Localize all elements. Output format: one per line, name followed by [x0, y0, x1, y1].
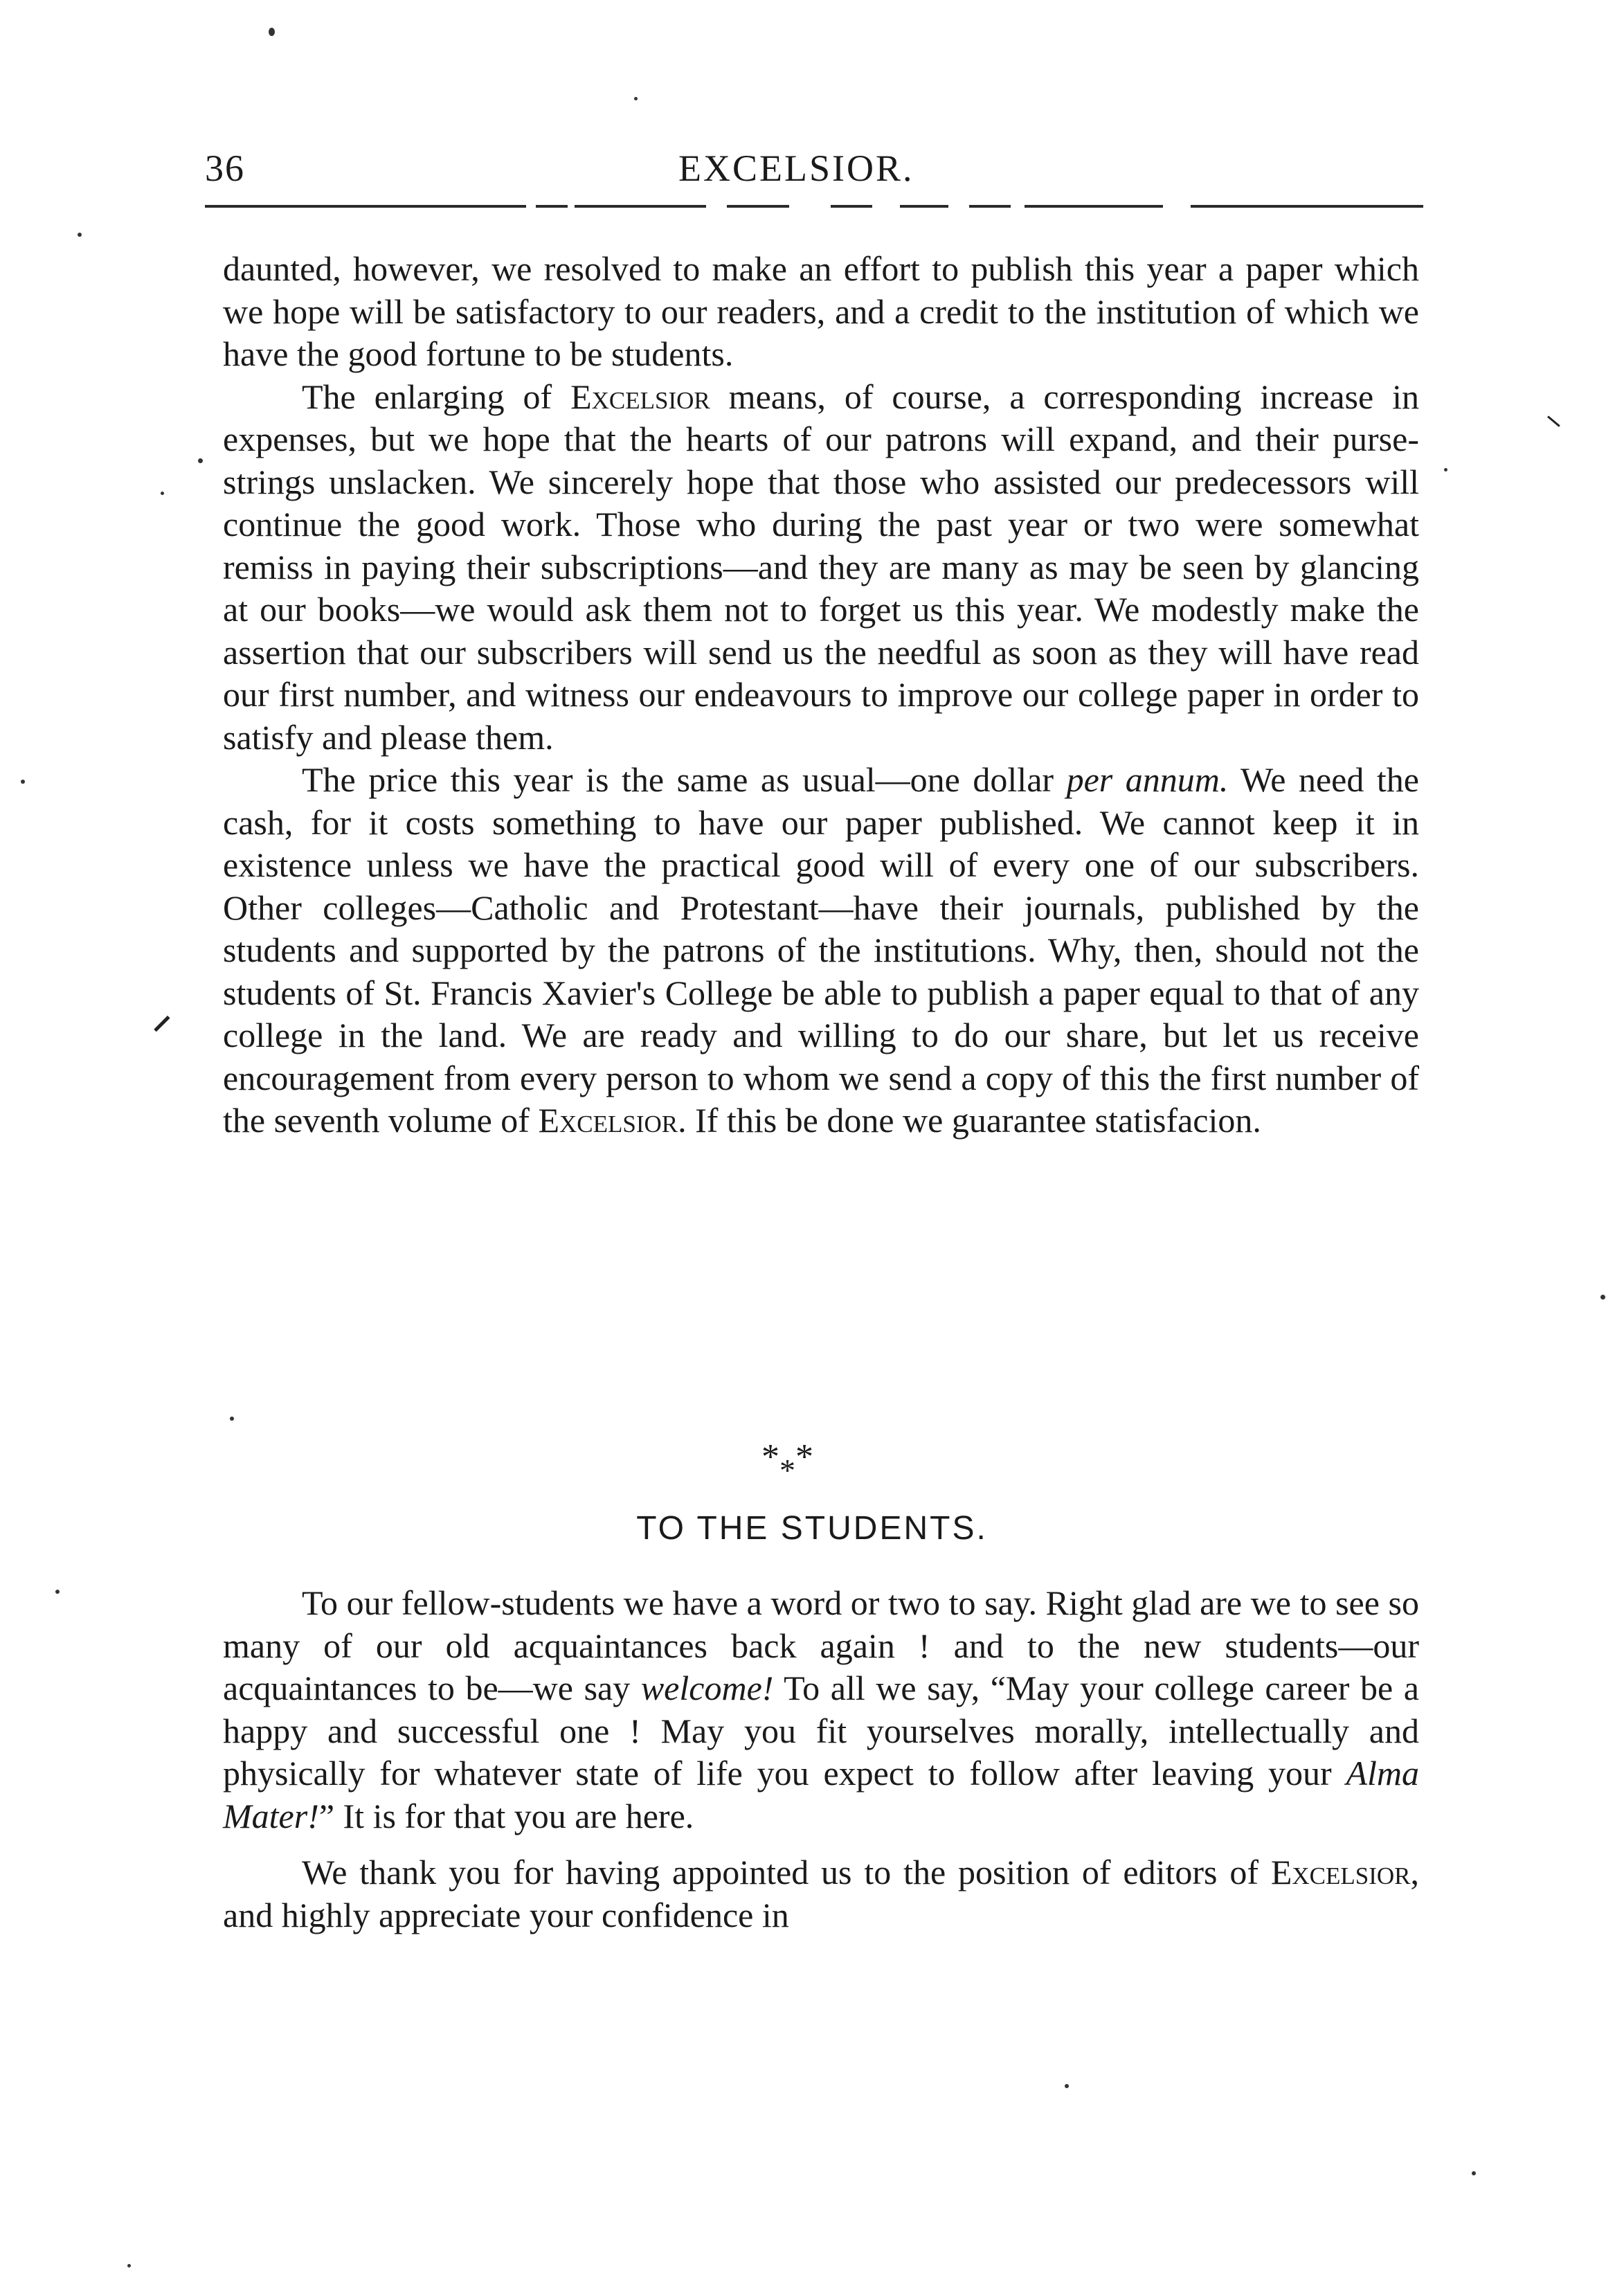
- running-head: [205, 147, 1423, 202]
- rule-break: [526, 202, 536, 209]
- running-title: EXCELSIOR.: [678, 147, 914, 189]
- paragraph: We thank you for having appointed us to the position of editors of Excelsior, and highly appreciate your confidence in: [223, 1853, 1419, 1934]
- rule-break: [1163, 202, 1191, 209]
- scan-speck: [1472, 2171, 1476, 2175]
- rule-break: [872, 202, 900, 209]
- paragraph: The price this year is the same as usual—one dollar per annum. We need the cash, for it costs something to have our paper published. We cannot keep it in existence unless we have the practical good will of every one of our subscribers. Other colleges—Catholic and Protestant—have their journals, published by the students and supported by the patrons of the institutions. Why, then, should not the students of St. Francis Xavier's College be able to publish a paper equal to that of any college in the land. We are ready and willing to do our share, but let us receive encouragement from every person to whom we send a copy of this the first number of the seventh volume of Excelsior. If this be done we guarantee statisfacion.: [223, 760, 1419, 1140]
- paragraph: To our fellow-students we have a word or two to say. Right glad are we to see so many of our old acquaintances back again ! and to the new students—our acquaintances to be—we say welcome! To all we say, “May your college career be a happy and successful one ! May you fit yourselves morally, intellectually and physically for whatever state of life you expect to follow after leaving your Alma Mater!” It is for that you are here.: [223, 1583, 1420, 1835]
- scan-speck: [269, 28, 275, 36]
- scan-speck: [230, 1417, 234, 1421]
- journal-name: Excelsior: [538, 1101, 678, 1140]
- section-body: [223, 1582, 1419, 1937]
- paragraph: daunted, however, we resolved to make an effort to publish this year a paper which we hope will be satisfactory to our readers, and a credit to the institution of which we have the good fortune to be students.: [223, 249, 1419, 373]
- rule-break: [789, 202, 831, 209]
- scan-speck: [161, 492, 164, 495]
- scan-speck: [55, 1590, 60, 1594]
- italic-phrase: per annum.: [1066, 760, 1229, 799]
- rule-break: [1011, 202, 1025, 209]
- rule-break: [568, 202, 575, 209]
- scan-mark: [154, 1016, 170, 1032]
- asterism-divider: ***: [761, 1437, 813, 1488]
- italic-phrase: Alma Mater!: [223, 1754, 1419, 1835]
- scan-speck: [78, 233, 82, 237]
- scan-speck: [1444, 468, 1447, 471]
- scan-speck: [127, 2264, 131, 2267]
- scan-speck: [1065, 2084, 1069, 2088]
- page-number: 36: [205, 147, 245, 189]
- rule-break: [706, 202, 727, 209]
- italic-phrase: welcome!: [640, 1669, 774, 1707]
- journal-name: Excelsior: [570, 377, 710, 416]
- rule-break: [948, 202, 969, 209]
- article-body-continued: [223, 248, 1419, 1142]
- scan-speck: [198, 458, 203, 463]
- scan-mark: [1547, 415, 1560, 426]
- scan-speck: [21, 780, 25, 784]
- journal-name: Excelsior: [1270, 1853, 1411, 1892]
- paragraph: The enlarging of Excelsior means, of course, a corresponding increase in expenses, but we hope that the hearts of our patrons will expand, and their purse-strings unslacken. We sincerely hope that those who assisted our predecessors will continue the good work. Those who during the past year or two were somewhat remiss in paying their subscriptions—and they are many as may be seen by glancing at our books—we would ask them not to forget us this year. We modestly make the assertion that our subscribers will send us the needful as soon as they will have read our first number, and witness our endeavours to improve our college paper in order to satisfy and please them.: [223, 377, 1419, 757]
- scan-speck: [634, 97, 638, 100]
- section-heading: TO THE STUDENTS.: [636, 1510, 988, 1547]
- scan-speck: [1600, 1295, 1605, 1300]
